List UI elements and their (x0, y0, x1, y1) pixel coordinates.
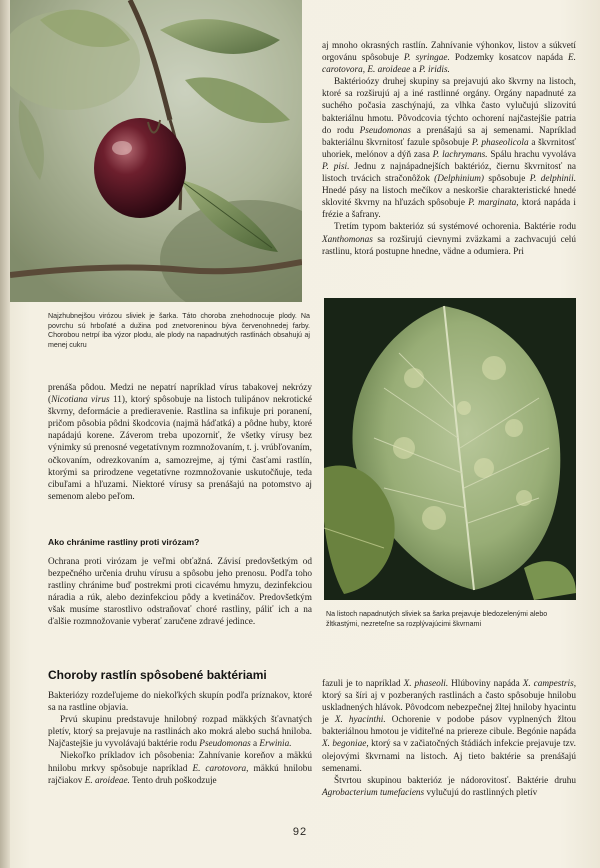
leaf-photo-illustration (324, 298, 576, 600)
paragraph: Baktérioózy druhej skupiny sa prejavujú ako škvrny na listoch, ktoré sa rozširujú aj a iné rastlinné orgány. Orgány napadnuté za suchého počasia zaschýnajú, za vlhka často vylučujú slizovitú bakteriálnu hmotu. Pôvodcovia týchto ochorení najčastejšie patria do rodu Pseudomonas a prenášajú sa aj semenami. Napríklad bakteriálnu škvrnitosť fazule spôsobuje P. phaseolicola a škvrnitosť uhoriek, melónov a dýň zasa P. lachrymans. Spálu hrachu vyvoláva P. pisi. Jednu z najnápadnejších baktérióz, čiernu škvrnitosť na listoch trvácich stračonôžok (Delphinium) spôsobuje P. delphinii. Hnedé pásy na listoch mečíkov a neskoršie charakteristické hnedé sklovité škvrny na hľuzách spôsobuje P. marginata, ktorá napáda i frézie a šafrany. (322, 77, 577, 221)
book-spine-shadow (0, 0, 10, 868)
section-heading-bacteria: Choroby rastlín spôsobené baktériami (48, 668, 267, 682)
right-column-bottom-text (322, 678, 576, 799)
paragraph: Štvrtou skupinou bakterióz je nádorovitosť. Baktérie druhu Agrobacterium tumefaciens vylučujú do rastlinných pletív (322, 775, 576, 798)
photo-leaf-caption: Na listoch napadnutých sliviek sa šarka prejavuje bledozelenými alebo žltkastými, nezreteľne sa rozplývajúcimi škvrnami (326, 610, 548, 628)
subheading-virus-protection: Ako chránime rastliny proti virózam? (48, 537, 200, 547)
left-column-middle-text (48, 382, 312, 503)
paragraph: Tretím typom bakterióz sú systémové ochorenia. Baktérie rodu Xanthomonas sa rozširujú cievnymi zväzkami a zachvacujú celú rastlinu, ktorá postupne hnedne, vädne a odumiera. Pri (322, 222, 576, 257)
right-column-top-text (322, 40, 576, 258)
paragraph: Prvú skupinu predstavuje hnilobný rozpad mäkkých šťavnatých pletív, ktorý sa prejavuje na rastlinách ako mokrá alebo suchá hniloba. Najčastejšie ju vyvolávajú baktérie rodu Pseudomonas a Erwinia. (48, 715, 312, 750)
page-number: 92 (292, 826, 308, 838)
photo-plum-fruit (10, 0, 302, 302)
paragraph: aj mnoho okrasných rastlín. Zahnívanie výhonkov, listov a súkvetí orgovánu spôsobuje P. syringae. Podzemky kosatcov napáda E. carotovora, E. aroideae a P. iridis. (322, 41, 576, 76)
paragraph: Bakteriózy rozdeľujeme do niekoľkých skupín podľa príznakov, ktoré sa na rastline objavia. (48, 691, 312, 714)
plum-photo-illustration (10, 0, 302, 302)
paragraph: Ochrana proti virózam je veľmi obťažná. Závisí predovšetkým od bezpečného určenia druhu vírusu a spôsobu jeho prenosu. Podľa toho rastliny chránime buď postrekmi proti cicavému hmyzu, dezinfekciou náradia a rúk, alebo dezinfekciou pôdy a kvetináčov. Predovšetkým však musíme starostlivo odstraňovať choré rastliny, páliť ich a na ďalšie rozmnožovanie vyberať zaručene zdravé jedince. (48, 557, 312, 628)
paragraph: prenáša pôdou. Medzi ne nepatrí napríklad vírus tabakovej nekrózy (Nicotiana virus 11), ktorý spôsobuje na listoch tulipánov nekrotické škvrny, deformácie a predieravenie. Rastlina sa infikuje pri poranení, pričom pôsobia pôdni škodcovia (najmä háďatká) a pôdne huby, ktoré napádajú korene. Záverom treba upozorniť, že všetky vírusy bez výnimky sú prenosné vegetatívnym rozmnožovaním, t. j. vrúbľovaním, očkovaním, odrezkovaním a, samozrejme, aj tými časťami rastlín, ktorými sa prirodzene vegetatívne rozmnožovanie uskutočňuje, teda cibuľami a hľuzami. Niektoré vírusy sa prenášajú na potomstvo aj semenom alebo peľom. (48, 383, 312, 502)
paragraph: fazuli je to napríklad X. phaseoli. Hlúboviny napáda X. campestris, ktorý sa šíri aj v pozberaných rastlinách a často spôsobuje hnilobu uskladnených hlávok. Pôvodcom nebezpečnej žltej hniloby hyacintu je X. hyacinthi. Ochorenie v podobe pásov vyplnených žltou bakteriálnou hmotou je viditeľné na priereze cibule. Begónie napáda X. begoniae, ktorý sa v začiatočných štádiách infekcie prejavuje tzv. olejovými škvrnami na listoch. Aj tieto baktérie sa prenášajú semenami. (322, 679, 577, 774)
paragraph: Niekoľko príkladov ich pôsobenia: Zahnívanie koreňov a mäkkú hnilobu mrkvy spôsobuje napríklad E. carotovora, mäkkú hnilobu rajčiakov E. aroideae. Tento druh poškodzuje (48, 751, 312, 786)
left-column-bottom-text (48, 690, 312, 787)
photo-infected-leaf (324, 298, 576, 600)
virus-protection-text (48, 556, 312, 629)
photo-plum-caption: Najzhubnejšou virózou sliviek je šarka. Táto choroba znehodnocuje plody. Na povrchu sú hrboľaté a dužina pod znetvoreninou býva červenohnedej farby. Chorobou netrpí iba výzor plodu, ale plody na napadnutých rastlinách obsahujú aj menej cukru (48, 312, 310, 350)
